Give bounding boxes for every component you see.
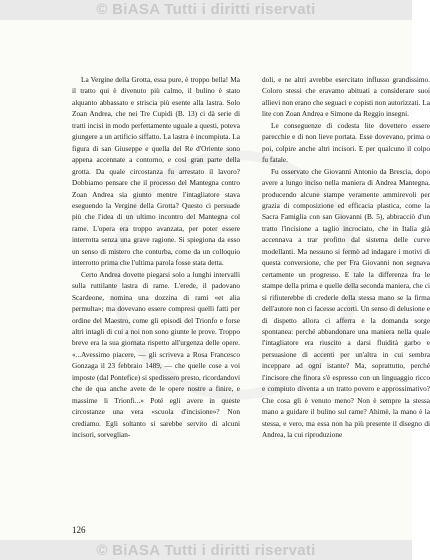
paragraph: Le conseguenze di codesta lite dovettero essere parecchie e di non lieve portata. Esse dovevano, prima o poi, colpire anche altri incisori. E per qualcuno il colpo fu fatale.: [262, 120, 430, 165]
right-text-column: [262, 74, 430, 441]
paragraph: Fu osservato che Giovanni Antonio da Brescia, dopo avere a lungo inciso nella maniera di Andrea Mantegna, producendo alcune stampe veramente ammirevoli per grazia di composizione ed efficacia plastica, come la Sacra Famiglia con san Giovanni (B. 5), abbracciò d'un tratto l'incisione a taglio incrociato, che in Italia già accennava a trar profitto dal sistema delle curve modellanti. Ma nessuno si fermò ad indagare i motivi di questa conversione, che per Fra Giovanni non segnava certamente un progresso. E tale la differenza fra le stampe della prima e quelle della seconda maniera, che ci si rifiuterebbe di crederle della stessa mano se la firma dell'autore non ci facesse accorti. Un senso di delusione e di dispetto allora ci afferra e la domanda sorge spontanea: perché abbandonare una maniera nella quale l'intagliatore era riuscito a darsi fluidità garbo e persuasione di accenti per un'altra in cui sembra incepparе ad ogni istante? Ma, soprattutto, perché l'incisore che finora s'è espresso con un linguaggio ricco e compiuto diventa a un tratto povero e approssimativo? Che cosa gli è venuto meno? Non è sempre la stessa mano a guidare il bulino sul rame? Ahimè, la mano è la stessa, e vero, ma essa non ha più presente il disegno di Andrea, la cui riproduzione: [262, 166, 430, 440]
paragraph: Certo Andrea dovette piegarsi solo a lunghi intervalli sulla ruttilante lastra di rame. L'erede, il padovano Scardeone, nomina una dozzina di rami «et alia permulta»; ma dovevano essere compresi quelli fatti per ordine del Maestro, come gli episodi del Trionfo e forse altri intagli di cui a noi non sono giunte le prove. Troppo breve era la sua giornata rispetto all'urgenza delle opere. «...Avessimo piacere, — gli scriveva a Rosa Francesco Gonzaga il 23 febbraio 1489, — che quelle cose a voi imposte (dal Pontefice) si spedissero presto, ricordandovi che de qua anche avete de le opere nostre a finire, e massime li Trionfi...» Poté egli avere in queste circostanze una vera «scuola d'incisione»? Non crediamo. Egli soltanto si sarebbe servito di alcuni incisori, sorveglian-: [72, 269, 240, 440]
left-text-column: [72, 74, 240, 441]
paragraph: La Vergine della Grotta, essa pure, è troppo bella! Ma il tratto qui è divenuto più calmo, il bulino è stato alquanto abbassato e striscia più esente alla lastra. Solo Zoan Andrea, che nei Tre Cupidi (B. 13) ci dà serie di tratti incisi in modo perfettamente uguale a questi, poteva giungere a un artificio siffatto. La lastra è incompiuta. La figura di san Giuseppe e quella del Re d'Oriente sono appena accennate a contorno, e così gran parte della grotta. Da quale circostanza fu arrestato il lavoro? Dobbiamo pensare che il processo del Mantegna contro Zoan Andrea sia giunto mentre l'intagliatore stava eseguendo la Vergine della Grotta? Questo ci persuade più che l'idea di un ultimo incontro del Mantegna col rame. L'opera era troppo avanzata, per poter essere interrotta senza una grave ragione. Si spiegiona da esso un senso di mistero che conturba, come da un colloquio interrotto prima che l'ultima parola fosse stata detta.: [72, 75, 240, 268]
page-number: 126: [72, 525, 86, 535]
watermark-top: © BiASA Tutti i diritti riservati: [96, 1, 316, 18]
watermark-bottom: © BiASA Tutti i diritti riservati: [96, 542, 316, 559]
paragraph: doli, e ne altri avrebbe esercitato influsso grandissimo. Coloro stessi che eravamo abituati a considerare suoi allievi non erano che seguaci e copisti non autorizzati. La lite con Zoan Andrea e Simone da Reggio insegni.: [262, 75, 430, 119]
